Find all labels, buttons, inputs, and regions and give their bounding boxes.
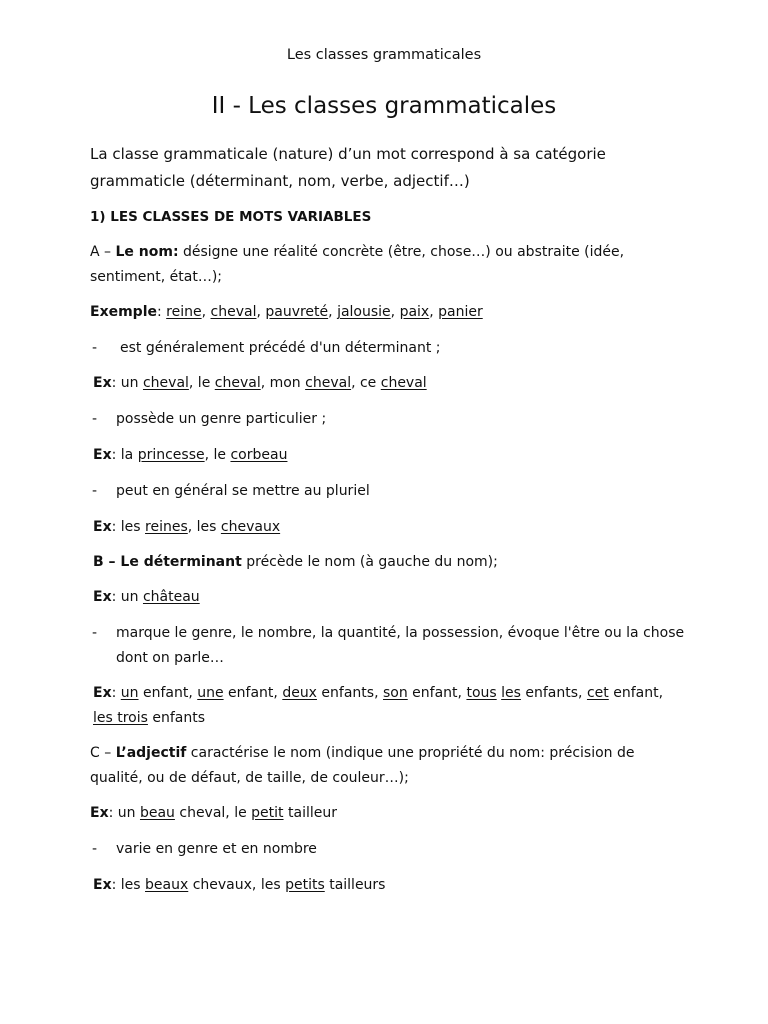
adjectif-definition-line-2: qualité, ou de défaut, de taille, de couleur…); bbox=[90, 770, 409, 786]
example-word: paix bbox=[399, 304, 430, 320]
adjectif-ex-1: Ex: un beau cheval, le petit tailleur bbox=[90, 805, 337, 821]
ex-label: Ex bbox=[93, 589, 112, 605]
nom-ex-1: Ex: un cheval, le cheval, mon cheval, ce cheval bbox=[93, 375, 427, 391]
adjectif-bullet-1: varie en genre et en nombre bbox=[116, 841, 317, 857]
nom-definition-line-2: sentiment, état…); bbox=[90, 269, 223, 285]
ex-label: Ex bbox=[90, 805, 109, 821]
nom-bullet-2: possède un genre particulier ; bbox=[116, 411, 327, 427]
example-word: panier bbox=[438, 304, 483, 320]
ex-label: Ex bbox=[93, 519, 112, 535]
adjectif-definition-line-1: C – L’adjectif caractérise le nom (indique une propriété du nom: précision de bbox=[90, 745, 635, 761]
nom-ex-2: Ex: la princesse, le corbeau bbox=[93, 447, 288, 463]
bullet-dash: - bbox=[92, 483, 98, 499]
intro-line-2: grammaticle (déterminant, nom, verbe, adjectif…) bbox=[90, 172, 470, 190]
section-heading: 1) LES CLASSES DE MOTS VARIABLES bbox=[90, 209, 372, 225]
example-word: jalousie bbox=[337, 304, 391, 320]
adjectif-label: L’adjectif bbox=[115, 745, 187, 761]
ex-label: Ex bbox=[93, 685, 112, 701]
determinant-bullet-line-1: marque le genre, le nombre, la quantité, la possession, évoque l'être ou la chose bbox=[116, 625, 685, 641]
determinant-ex-1: Ex: un château bbox=[93, 589, 200, 605]
nom-ex-3: Ex: les reines, les chevaux bbox=[93, 519, 281, 535]
determinant-ex-2-line-2: les trois enfants bbox=[93, 710, 206, 726]
ex-label: Ex bbox=[93, 447, 112, 463]
example-word: reine bbox=[166, 304, 202, 320]
determinant-label: B – Le déterminant bbox=[93, 554, 242, 570]
page-title: II - Les classes grammaticales bbox=[211, 93, 557, 119]
bullet-dash: - bbox=[92, 411, 98, 427]
bullet-dash: - bbox=[92, 841, 98, 857]
determinant-definition: B – Le déterminant précède le nom (à gauche du nom); bbox=[93, 554, 498, 570]
determinant-ex-2-line-1: Ex: un enfant, une enfant, deux enfants, son enfant, tous les enfants, cet enfant, bbox=[93, 685, 664, 701]
nom-examples: Exemple: reine, cheval, pauvreté, jalousie, paix, panier bbox=[90, 304, 483, 320]
example-label: Exemple bbox=[90, 304, 157, 320]
nom-def-1: désigne une réalité concrète (être, chose…) ou abstraite (idée, bbox=[178, 244, 625, 260]
example-word: cheval bbox=[210, 304, 257, 320]
nom-bullet-1: est généralement précédé d'un déterminant ; bbox=[120, 340, 441, 356]
nom-definition-line-1 bbox=[90, 243, 624, 261]
bullet-dash: - bbox=[92, 625, 98, 641]
nom-bullet-3: peut en général se mettre au pluriel bbox=[116, 483, 370, 499]
adjectif-ex-2: Ex: les beaux chevaux, les petits tailleurs bbox=[93, 877, 386, 893]
ex-label: Ex bbox=[93, 877, 112, 893]
example-word: pauvreté bbox=[265, 304, 329, 320]
page-header: Les classes grammaticales bbox=[286, 47, 482, 63]
determinant-bullet-line-2: dont on parle… bbox=[116, 650, 224, 666]
intro-line-1: La classe grammaticale (nature) d’un mot correspond à sa catégorie bbox=[90, 145, 606, 163]
nom-prefix: A – bbox=[90, 244, 116, 260]
bullet-dash: - bbox=[92, 340, 98, 356]
ex-label: Ex bbox=[93, 375, 112, 391]
nom-label: Le nom: bbox=[115, 244, 179, 260]
